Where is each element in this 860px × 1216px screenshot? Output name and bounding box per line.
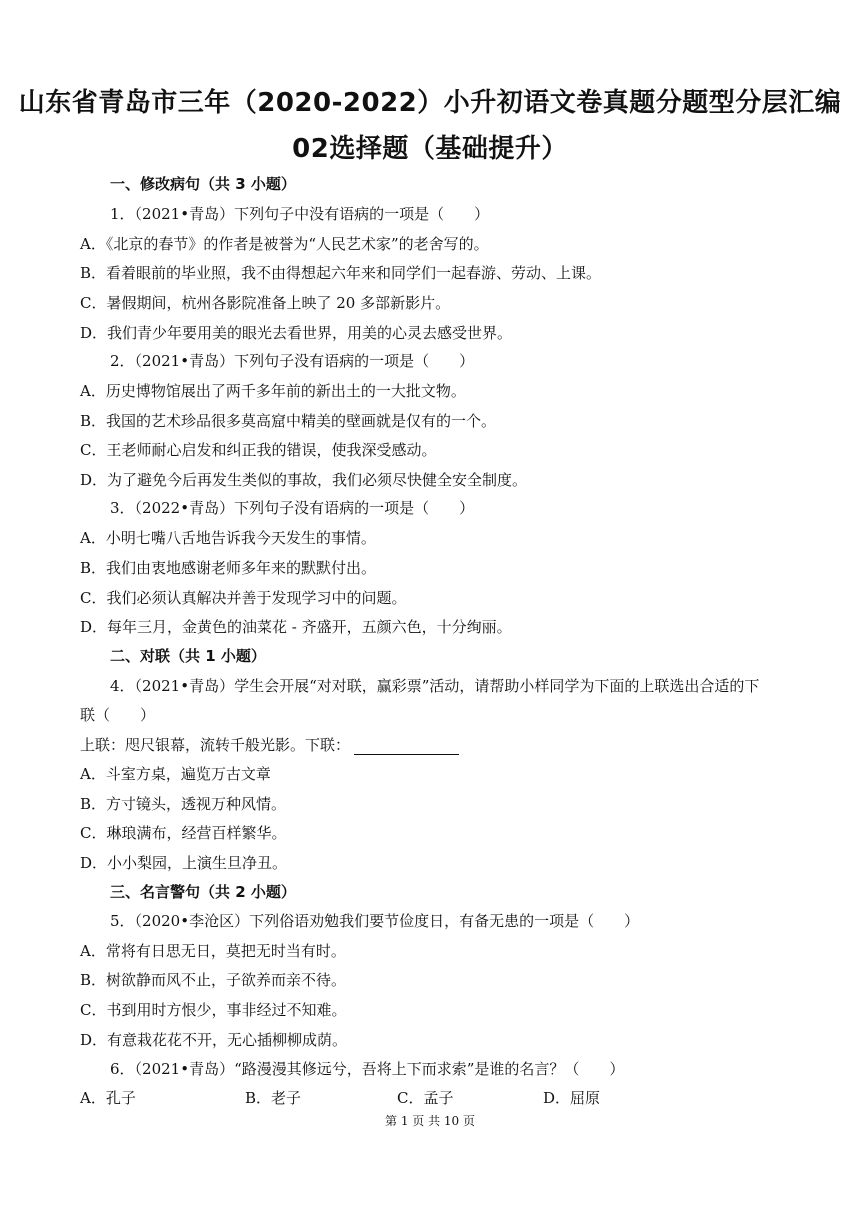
- question-6-option-c: C．孟子: [397, 1089, 454, 1107]
- question-5-option-a: A．常将有日思无日，莫把无时当有时。: [80, 942, 346, 960]
- question-4-option-b: B．方寸镜头，透视万种风情。: [80, 795, 287, 813]
- question-4-stem: 4．（2021•青岛）学生会开展“对对联，赢彩票”活动，请帮助小样同学为下面的上联选出合适的下: [110, 677, 760, 695]
- section-heading-3: 三、名言警句（共 2 小题）: [110, 883, 296, 901]
- question-5-option-d: D．有意栽花花不开，无心插柳柳成荫。: [80, 1031, 348, 1049]
- question-5-option-c: C．书到用时方恨少，事非经过不知难。: [80, 1001, 347, 1019]
- question-3-option-c: C．我们必须认真解决并善于发现学习中的问题。: [80, 589, 407, 607]
- question-4-option-a: A．斗室方桌，遍览万古文章: [80, 765, 271, 783]
- question-4-stem-cont: 联（ ）: [80, 706, 156, 724]
- section-heading-2: 二、对联（共 1 小题）: [110, 647, 266, 665]
- doc-title-line2: 02选择题（基础提升）: [292, 134, 568, 164]
- question-2-option-c: C．王老师耐心启发和纠正我的错误，使我深受感动。: [80, 441, 437, 459]
- question-5-option-b: B．树欲静而风不止，子欲养而亲不待。: [80, 971, 347, 989]
- question-6-option-b: B．老子: [245, 1089, 302, 1107]
- question-2-option-d: D．为了避免今后再发生类似的事故，我们必须尽快健全安全制度。: [80, 471, 528, 489]
- page-footer: 第 1 页 共 10 页: [385, 1114, 475, 1128]
- question-1-option-d: D．我们青少年要用美的眼光去看世界，用美的心灵去感受世界。: [80, 324, 513, 342]
- answer-blank: [354, 738, 459, 755]
- question-4-prompt-row: [80, 734, 459, 755]
- doc-title-line1: 山东省青岛市三年（2020-2022）小升初语文卷真题分题型分层汇编: [18, 88, 842, 118]
- question-3-stem: 3．（2022•青岛）下列句子没有语病的一项是（ ）: [110, 499, 475, 517]
- question-3-option-b: B．我们由衷地感谢老师多年来的默默付出。: [80, 559, 377, 577]
- question-2-option-a: A．历史博物馆展出了两千多年前的新出土的一大批文物。: [80, 382, 466, 400]
- question-1-option-a: A．《北京的春节》的作者是被誉为“人民艺术家”的老舍写的。: [80, 235, 489, 253]
- question-2-stem: 2．（2021•青岛）下列句子没有语病的一项是（ ）: [110, 352, 475, 370]
- section-heading-1: 一、修改病句（共 3 小题）: [110, 175, 296, 193]
- question-1-stem: 1．（2021•青岛）下列句子中没有语病的一项是（ ）: [110, 205, 490, 223]
- question-4-option-c: C．琳琅满布，经营百样繁华。: [80, 824, 287, 842]
- question-1-option-b: B．看着眼前的毕业照，我不由得想起六年来和同学们一起春游、劳动、上课。: [80, 264, 602, 282]
- question-5-stem: 5．（2020•李沧区）下列俗语劝勉我们要节俭度日，有备无患的一项是（ ）: [110, 912, 640, 930]
- question-1-option-c: C．暑假期间，杭州各影院准备上映了 20 多部新影片。: [80, 294, 451, 312]
- question-2-option-b: B．我国的艺术珍品很多莫高窟中精美的壁画就是仅有的一个。: [80, 412, 497, 430]
- question-6-stem: 6．（2021•青岛）“路漫漫其修远兮，吾将上下而求索”是谁的名言？（ ）: [110, 1060, 625, 1078]
- question-4-prompt: 上联：咫尺银幕，流转千般光影。下联：: [80, 736, 351, 754]
- question-4-option-d: D．小小梨园，上演生旦净丑。: [80, 854, 288, 872]
- question-3-option-d: D．每年三月，金黄色的油菜花 - 齐盛开，五颜六色，十分绚丽。: [80, 618, 512, 636]
- question-3-option-a: A．小明七嘴八舌地告诉我今天发生的事情。: [80, 529, 376, 547]
- question-6-option-d: D．屈原: [543, 1089, 601, 1107]
- question-6-option-a: A．孔子: [80, 1089, 136, 1107]
